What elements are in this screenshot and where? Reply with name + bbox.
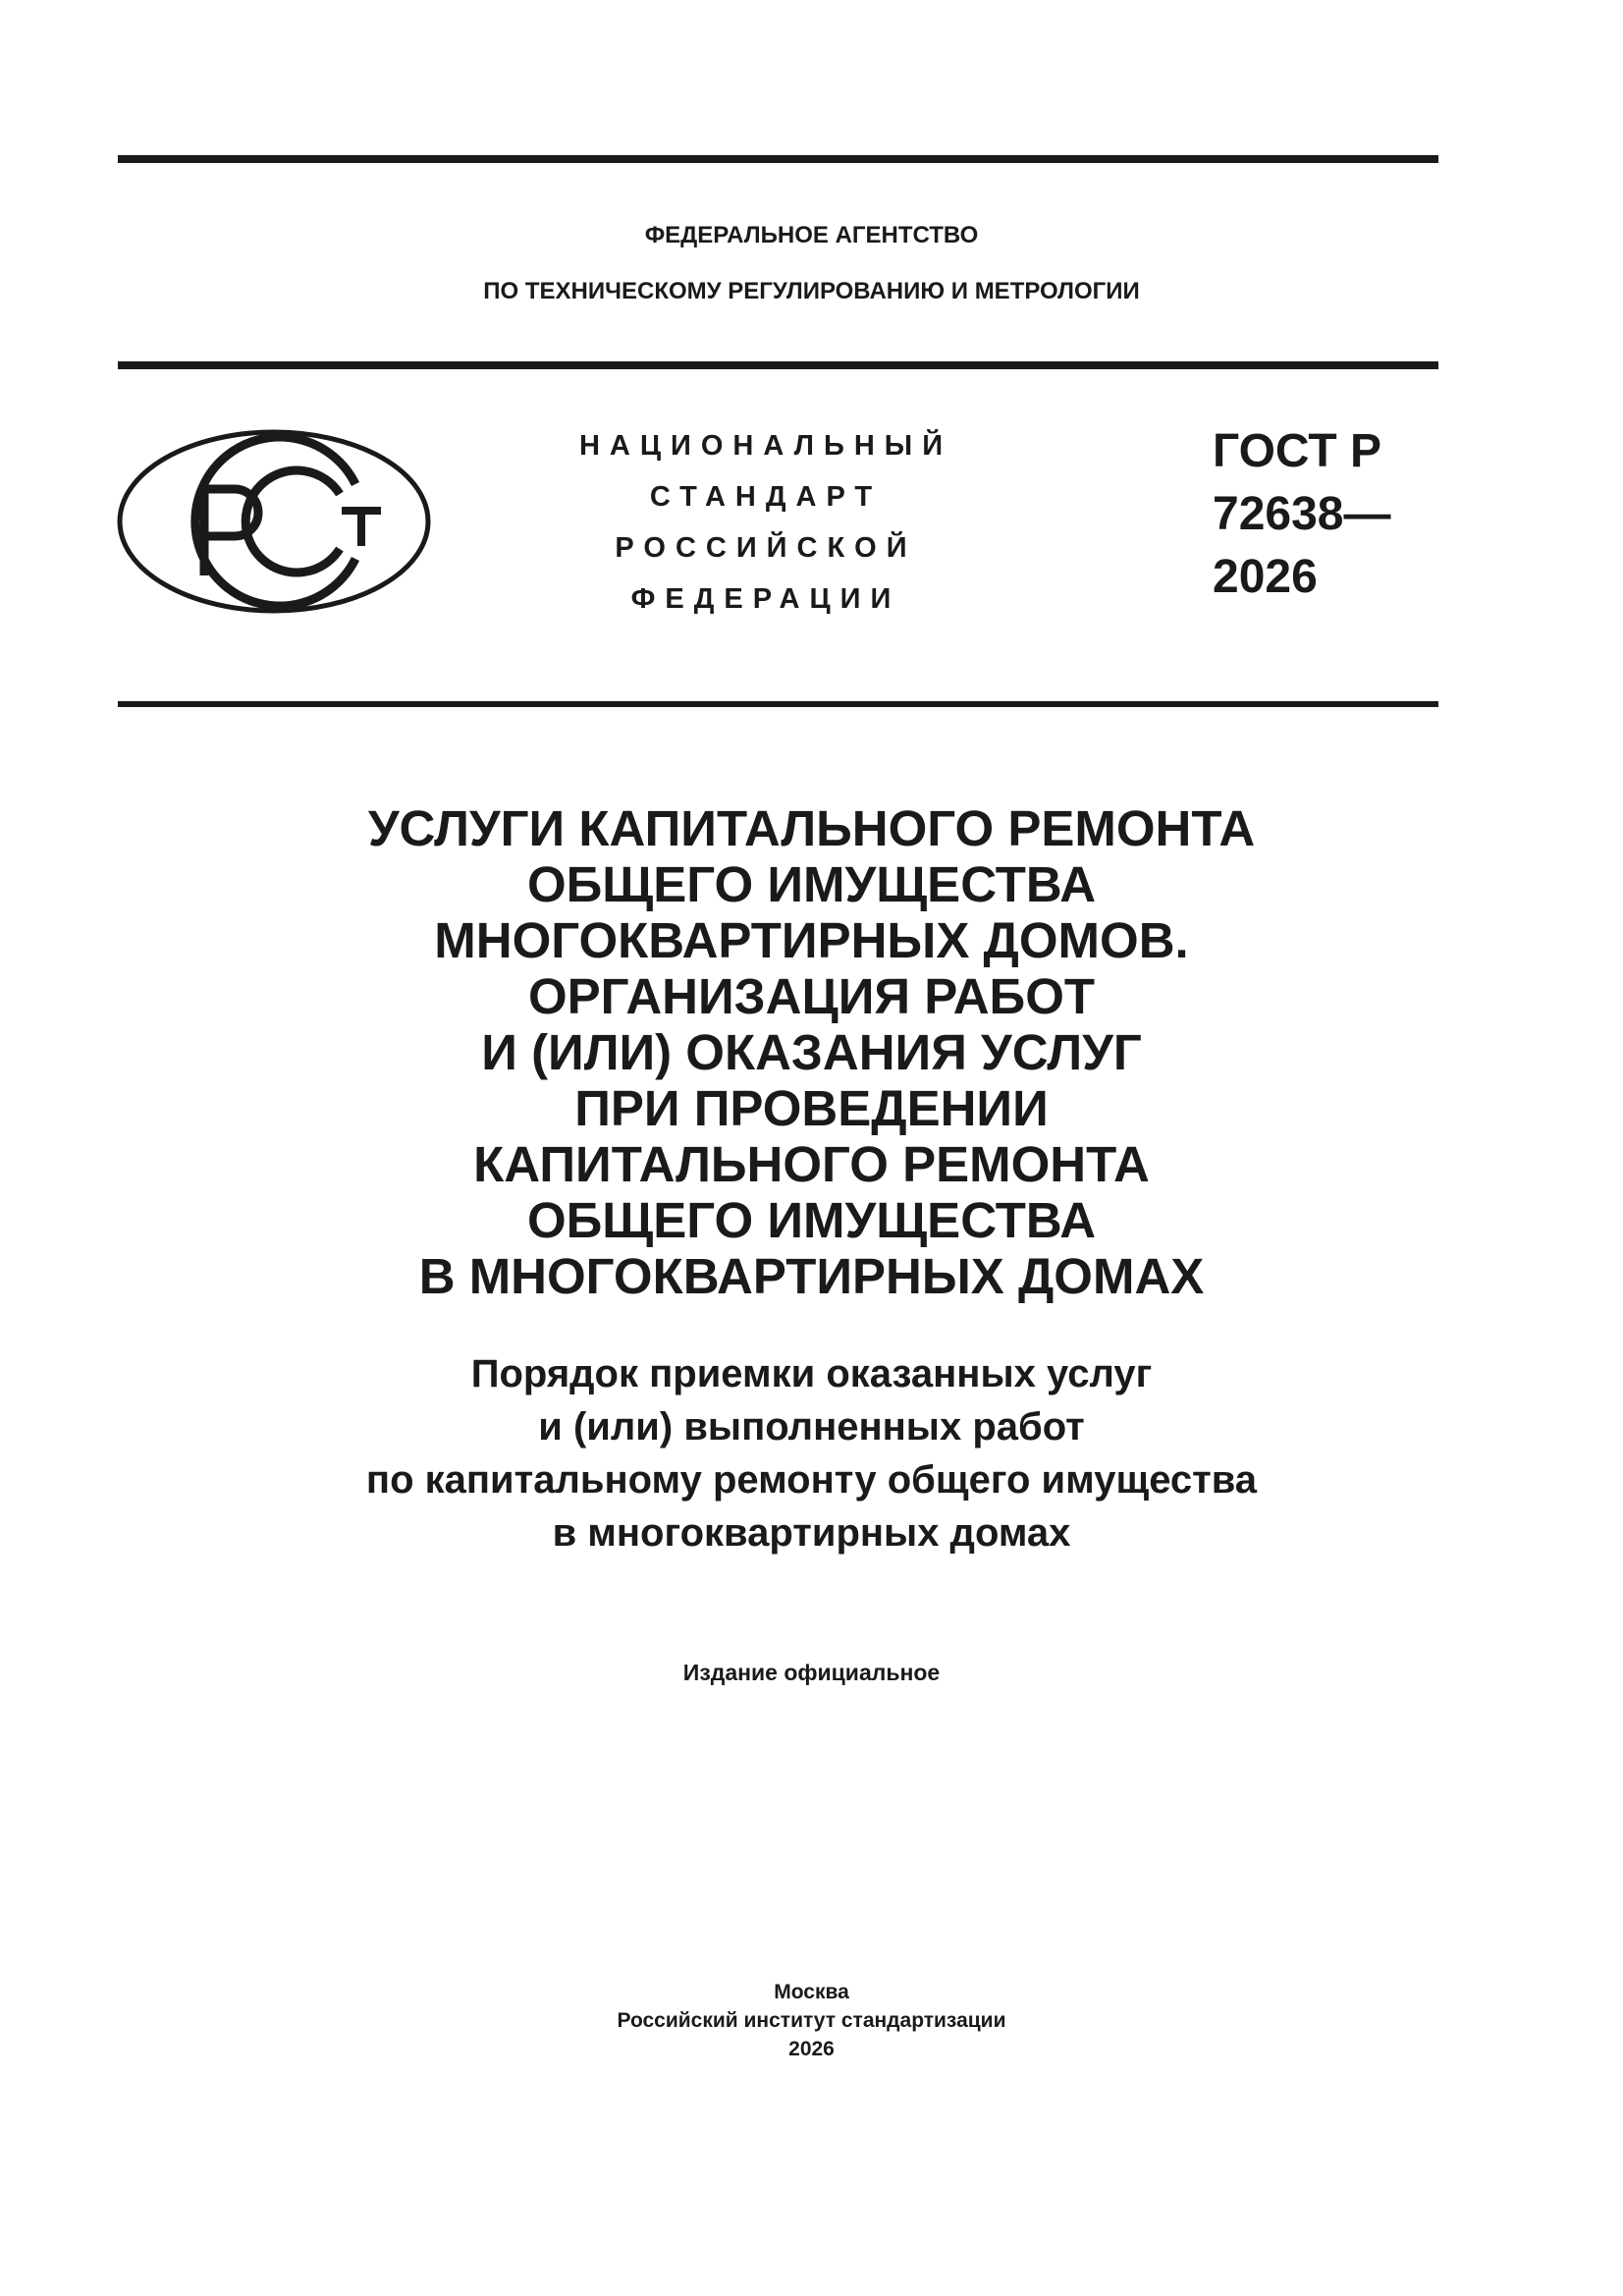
- agency-name-line-1: ФЕДЕРАЛЬНОЕ АГЕНТСТВО: [644, 222, 979, 248]
- national-standard-line: НАЦИОНАЛЬНЫЙ: [578, 430, 953, 462]
- imprint-year: 2026: [788, 2038, 835, 2060]
- title-line: КАПИТАЛЬНОГО РЕМОНТА: [473, 1136, 1150, 1192]
- title-line: ОРГАНИЗАЦИЯ РАБОТ: [527, 968, 1096, 1024]
- national-standard-line: ФЕДЕРАЦИИ: [630, 583, 901, 615]
- subtitle-line: и (или) выполненных работ: [538, 1405, 1085, 1449]
- title-line: В МНОГОКВАРТИРНЫХ ДОМАХ: [418, 1248, 1205, 1304]
- title-line: ОБЩЕГО ИМУЩЕСТВА: [526, 1192, 1097, 1248]
- imprint: [0, 1978, 1623, 2063]
- designation-line: 72638—: [1213, 488, 1391, 540]
- document-subtitle: [0, 1347, 1623, 1559]
- national-standard-line: РОССИЙСКОЙ: [615, 532, 917, 564]
- subtitle-line: по капитальному ремонту общего имущества: [365, 1458, 1258, 1502]
- edition-label: Издание официальное: [682, 1660, 941, 1685]
- title-line: И (ИЛИ) ОКАЗАНИЯ УСЛУГ: [481, 1024, 1142, 1080]
- imprint-city: Москва: [774, 1981, 849, 2003]
- title-line: УСЛУГИ КАПИТАЛЬНОГО РЕМОНТА: [367, 800, 1256, 856]
- title-line: ПРИ ПРОВЕДЕНИИ: [574, 1080, 1049, 1136]
- subtitle-line: Порядок приемки оказанных услуг: [470, 1352, 1153, 1395]
- title-line: ОБЩЕГО ИМУЩЕСТВА: [526, 856, 1097, 912]
- document-title: [0, 800, 1623, 1304]
- designation-line: ГОСТ Р: [1213, 425, 1382, 477]
- title-line: МНОГОКВАРТИРНЫХ ДОМОВ.: [434, 912, 1189, 968]
- agency-name-line-2: ПО ТЕХНИЧЕСКОМУ РЕГУЛИРОВАНИЮ И МЕТРОЛОГИИ: [483, 278, 1140, 304]
- rst-logo-icon: [116, 428, 432, 615]
- standard-designation: [1213, 420, 1390, 609]
- top-rule: [118, 155, 1438, 163]
- national-standard-label: [530, 420, 1001, 625]
- header-bottom-rule: [118, 701, 1438, 707]
- agency-rule: [118, 361, 1438, 369]
- designation-line: 2026: [1213, 551, 1318, 603]
- imprint-publisher: Российский институт стандартизации: [617, 2009, 1006, 2032]
- national-standard-line: СТАНДАРТ: [649, 481, 883, 513]
- subtitle-line: в многоквартирных домах: [552, 1511, 1071, 1555]
